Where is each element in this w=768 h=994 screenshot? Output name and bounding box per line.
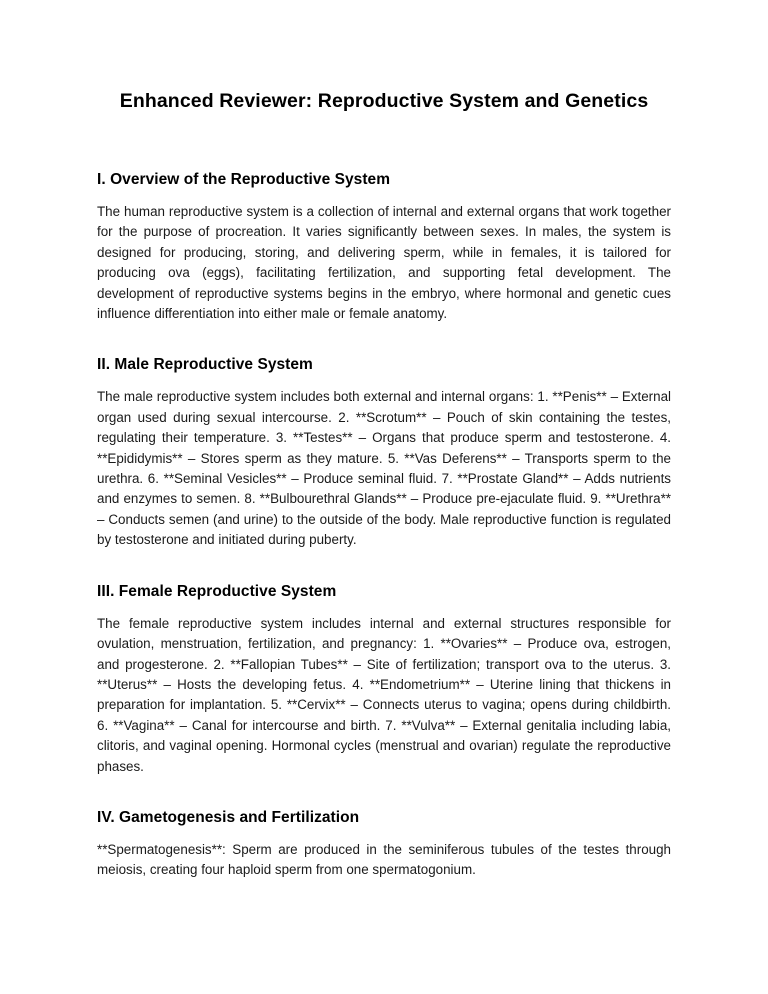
section-heading-gametogenesis-and-fertilization: IV. Gametogenesis and Fertilization bbox=[97, 808, 360, 826]
section-body-gametogenesis-and-fertilization: **Spermatogenesis**: Sperm are produced in the seminiferous tubules of the testes through meiosis, creating four haploid sperm from one spermatogonium. bbox=[97, 841, 671, 878]
document-content bbox=[97, 0, 671, 881]
section-heading-female-reproductive-system: III. Female Reproductive System bbox=[97, 582, 337, 600]
section-male-reproductive-system bbox=[97, 355, 671, 550]
spacer bbox=[97, 601, 671, 614]
spacer bbox=[97, 374, 671, 387]
section-body-overview: The human reproductive system is a collection of internal and external organs that work together for the purpose of procreation. It varies significantly between sexes. In males, the system is designed for producing, storing, and delivering sperm, while in females, it is tailored for producing ova (eggs), facilitating fertilization, and supporting fetal development. The development of reproductive systems begins in the embryo, where hormonal and genetic cues influence differentiation into either male or female anatomy. bbox=[97, 204, 671, 322]
spacer bbox=[97, 777, 671, 808]
spacer bbox=[97, 551, 671, 582]
section-body-male-reproductive-system: The male reproductive system includes both external and internal organs: 1. **Penis** – External organ used during sexual intercourse. 2. **Scrotum** – Pouch of skin containing the testes, regulating their temperature. 3. **Testes** – Organs that produce sperm and testosterone. 4. **Epididymis** – Stores sperm as they mature. 5. **Vas Deferens** – Transports sperm to the urethra. 6. **Seminal Vesicles** – Produce seminal fluid. 7. **Prostate Gland** – Adds nutrients and enzymes to semen. 8. **Bulbourethral Glands** – Produce pre-ejaculate fluid. 9. **Urethra** – Conducts semen (and urine) to the outside of the body. Male reproductive function is regulated by testosterone and initiated during puberty. bbox=[97, 389, 671, 548]
section-gametogenesis-and-fertilization bbox=[97, 808, 671, 881]
spacer bbox=[97, 324, 671, 355]
spacer bbox=[97, 827, 671, 840]
section-heading-overview: I. Overview of the Reproductive System bbox=[97, 171, 391, 188]
section-overview bbox=[97, 170, 671, 324]
section-heading-male-reproductive-system: II. Male Reproductive System bbox=[97, 356, 313, 374]
section-female-reproductive-system bbox=[97, 582, 671, 777]
spacer bbox=[97, 189, 671, 202]
section-body-female-reproductive-system: The female reproductive system includes internal and external structures responsible for ovulation, menstruation, fertilization, and pregnancy: 1. **Ovaries** – Produce ova, estrogen, and progesterone. 2. **Fallopian Tubes** – Site of fertilization; transport ova to the uterus. 3. **Uterus** – Hosts the developing fetus. 4. **Endometrium** – Uterine lining that thickens in preparation for implantation. 5. **Cervix** – Connects uterus to vagina; opens during childbirth. 6. **Vagina** – Canal for intercourse and birth. 7. **Vulva** – External genitalia including labia, clitoris, and vaginal opening. Hormonal cycles (menstrual and ovarian) regulate the reproductive phases. bbox=[97, 615, 671, 774]
document-title: Enhanced Reviewer: Reproductive System and Genetics bbox=[119, 90, 649, 112]
spacer bbox=[97, 114, 671, 170]
